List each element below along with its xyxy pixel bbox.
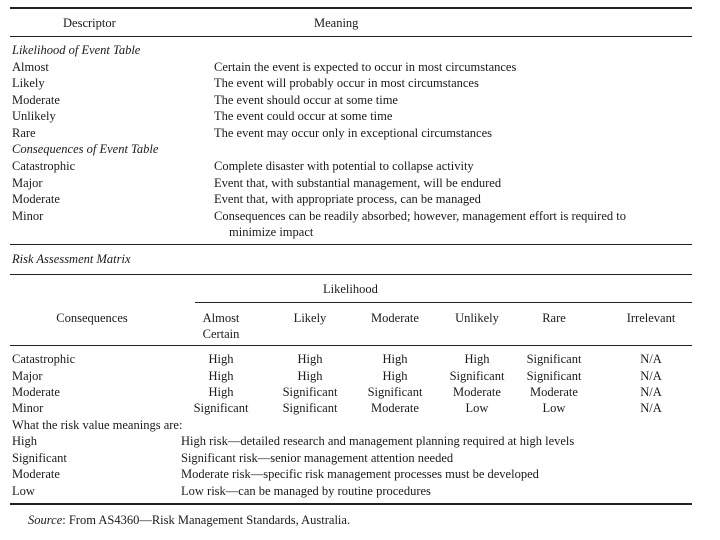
matrix-cell: Moderate (453, 385, 501, 399)
matrix-cell: Significant (193, 401, 249, 415)
meaning-definition: Moderate risk—specific risk management processes must be developed (181, 467, 539, 481)
matrix-cell: Low (542, 401, 566, 415)
likelihood-meaning: Certain the event is expected to occur in most circumstances (214, 60, 517, 74)
matrix-column-header: Unlikely (455, 311, 499, 325)
matrix-cell: High (208, 369, 234, 383)
likelihood-descriptor: Unlikely (12, 109, 56, 123)
matrix-header-rule (10, 345, 692, 346)
meaning-term: Low (12, 484, 35, 498)
matrix-cell: Significant (526, 369, 582, 383)
likelihood-descriptor: Rare (12, 126, 36, 140)
matrix-cell: High (208, 352, 234, 366)
likelihood-descriptor: Moderate (12, 93, 60, 107)
matrix-cell: N/A (640, 385, 662, 399)
matrix-cell: High (382, 369, 408, 383)
matrix-cell: High (297, 352, 323, 366)
consequence-descriptor: Major (12, 176, 43, 190)
matrix-cell: High (382, 352, 408, 366)
meaning-definition: Low risk—can be managed by routine procedures (181, 484, 431, 498)
consequence-descriptor: Minor (12, 209, 44, 223)
top-rule (10, 7, 692, 9)
meanings-intro: What the risk value meanings are: (12, 418, 183, 432)
likelihood-meaning: The event may occur only in exceptional circumstances (214, 126, 493, 140)
matrix-cell: Significant (449, 369, 505, 383)
matrix-cell: Significant (282, 385, 338, 399)
meaning-definition: Significant risk—senior management attention needed (181, 451, 454, 465)
source-label: Source (28, 513, 63, 527)
meaning-term: Moderate (12, 467, 60, 481)
matrix-cell: N/A (640, 369, 662, 383)
matrix-cell: Low (465, 401, 489, 415)
header-meaning: Meaning (314, 16, 359, 30)
matrix-cell: Moderate (530, 385, 578, 399)
matrix-cell: High (464, 352, 490, 366)
matrix-cell: High (297, 369, 323, 383)
consequence-meaning: Complete disaster with potential to collapse activity (214, 159, 474, 173)
matrix-title: Risk Assessment Matrix (12, 252, 131, 266)
matrix-row-label: Catastrophic (12, 352, 76, 366)
matrix-column-header: Moderate (371, 311, 419, 325)
consequence-descriptor: Catastrophic (12, 159, 76, 173)
source-note (28, 513, 350, 528)
matrix-cell: Significant (367, 385, 423, 399)
matrix-column-header: Irrelevant (626, 311, 676, 325)
matrix-cell: Moderate (371, 401, 419, 415)
header-descriptor: Descriptor (63, 16, 116, 30)
likelihood-span-rule (195, 302, 692, 303)
section-rule (10, 244, 692, 245)
matrix-top-rule (10, 274, 692, 275)
likelihood-meaning: The event should occur at some time (214, 93, 398, 107)
matrix-cell: Significant (282, 401, 338, 415)
likelihood-descriptor: Almost (12, 60, 49, 74)
bottom-rule (10, 503, 692, 505)
matrix-likelihood-label: Likelihood (323, 282, 378, 296)
likelihood-meaning: The event could occur at some time (214, 109, 393, 123)
meaning-definition: High risk—detailed research and management planning required at high levels (181, 434, 575, 448)
matrix-column-header-continued: Certain (202, 327, 240, 341)
consequences-section-title: Consequences of Event Table (12, 142, 159, 156)
consequence-meaning-continued: minimize impact (229, 225, 314, 239)
matrix-column-header: Likely (293, 311, 327, 325)
consequence-meaning: Event that, with substantial management, will be endured (214, 176, 502, 190)
matrix-cell: N/A (640, 401, 662, 415)
matrix-cell: High (208, 385, 234, 399)
meaning-term: High (12, 434, 37, 448)
matrix-column-header: Almost (202, 311, 240, 325)
likelihood-meaning: The event will probably occur in most circumstances (214, 76, 479, 90)
matrix-cell: N/A (640, 352, 662, 366)
meaning-term: Significant (12, 451, 67, 465)
consequence-meaning: Event that, with appropriate process, can be managed (214, 192, 481, 206)
consequence-meaning: Consequences can be readily absorbed; however, management effort is required to (214, 209, 626, 223)
matrix-consequences-label: Consequences (56, 311, 128, 325)
likelihood-descriptor: Likely (12, 76, 45, 90)
consequence-descriptor: Moderate (12, 192, 60, 206)
matrix-row-label: Major (12, 369, 43, 383)
matrix-row-label: Moderate (12, 385, 60, 399)
likelihood-section-title: Likelihood of Event Table (12, 43, 141, 57)
header-rule (10, 36, 692, 37)
matrix-column-header: Rare (542, 311, 566, 325)
matrix-row-label: Minor (12, 401, 44, 415)
matrix-cell: Significant (526, 352, 582, 366)
source-text: : From AS4360—Risk Management Standards, Australia. (62, 513, 351, 527)
